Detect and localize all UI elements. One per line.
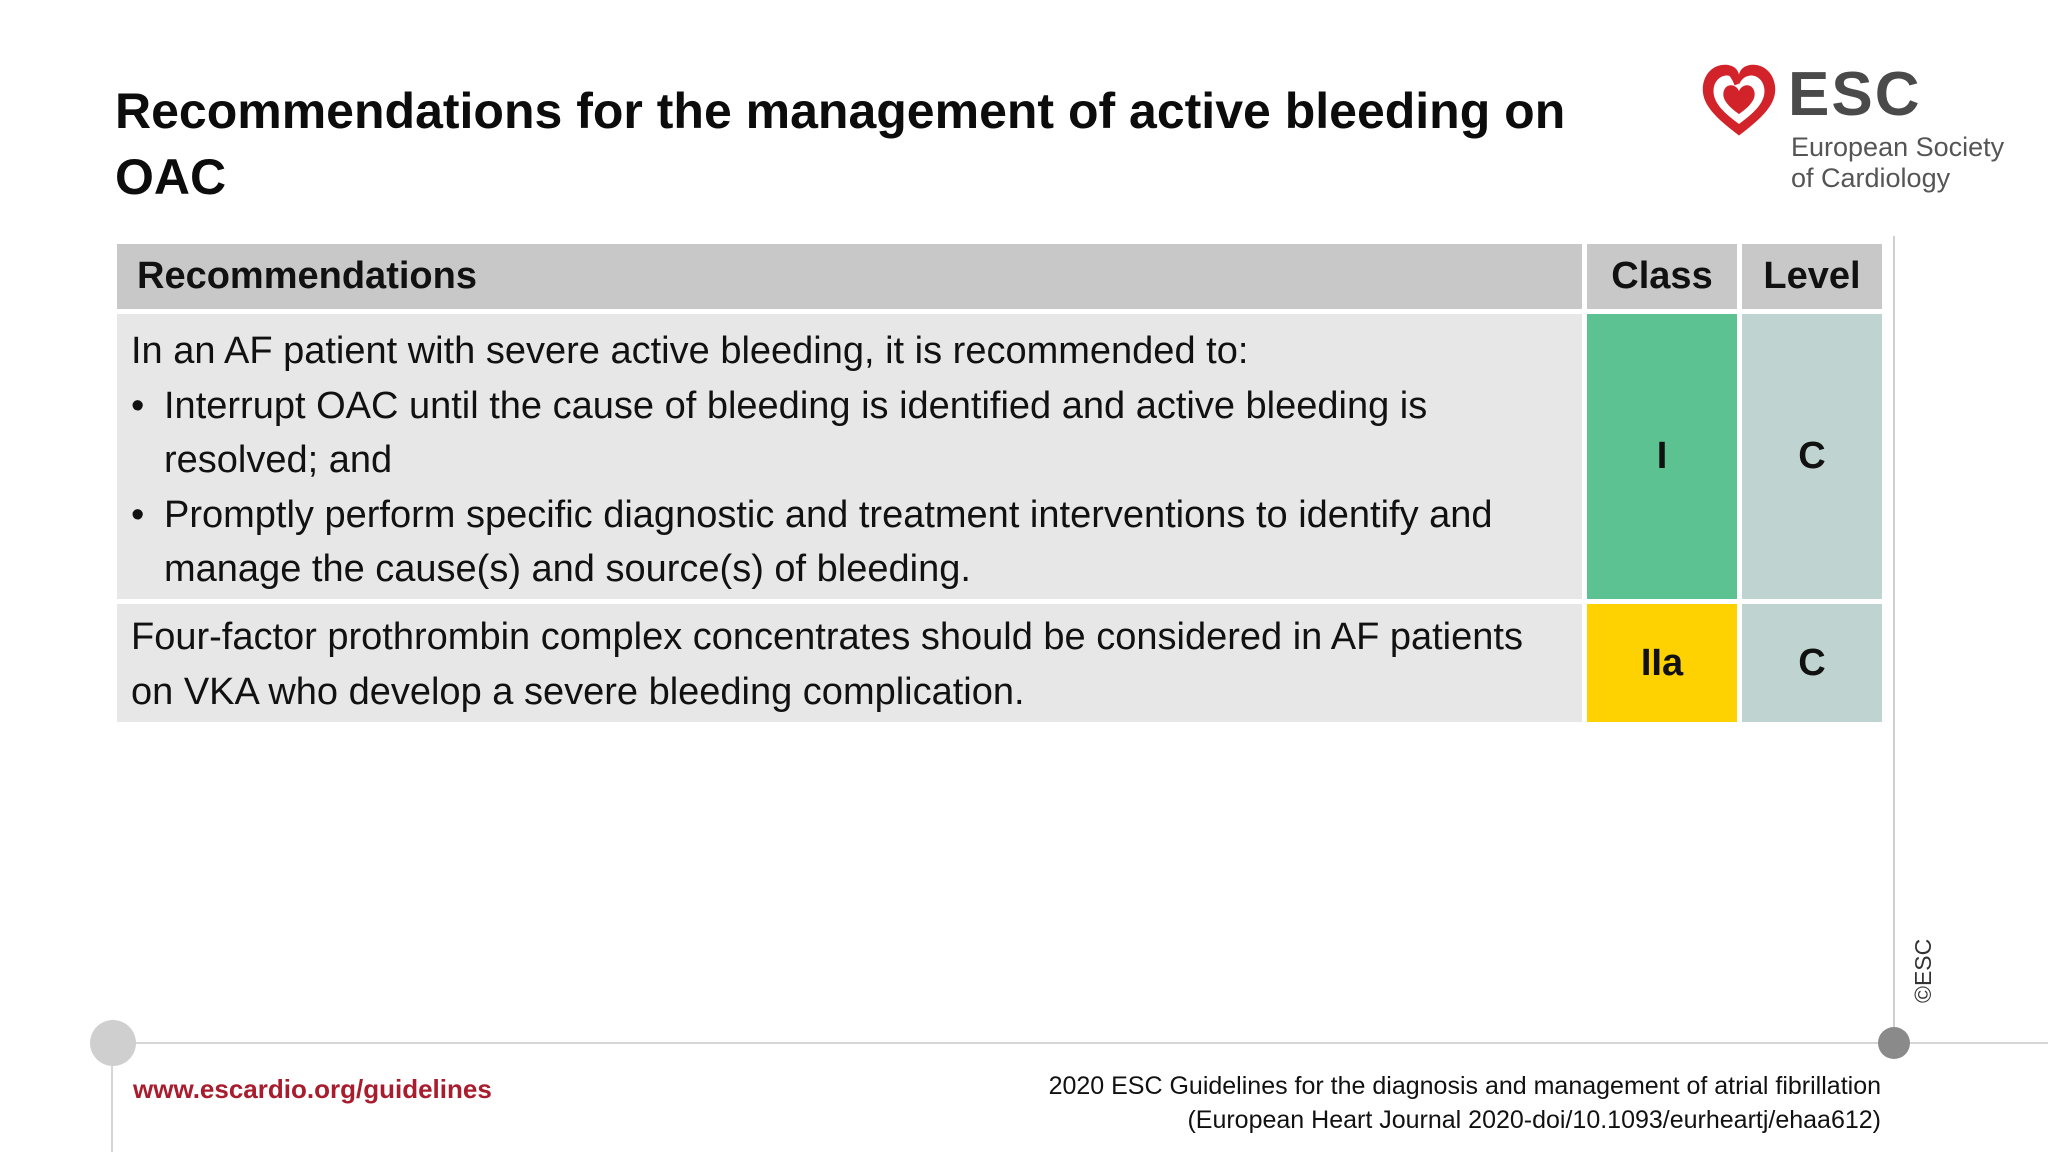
guidelines-link[interactable]: www.escardio.org/guidelines	[133, 1074, 492, 1104]
class-badge-2: IIa	[1587, 604, 1737, 722]
slide-title: Recommendations for the management of active bleeding on OAC	[115, 83, 1566, 205]
level-badge-1: C	[1742, 314, 1882, 599]
bullet-item	[131, 379, 1566, 488]
class-badge-1: I	[1587, 314, 1737, 599]
bullet-item	[131, 488, 1566, 597]
footer-circle-left	[90, 1020, 136, 1066]
heart-icon	[1698, 60, 1780, 142]
bullet-text: Promptly perform specific diagnostic and treatment interventions to identify and manage the cause(s) and source(s) of bleeding.	[164, 493, 1493, 590]
citation-line1: 2020 ESC Guidelines for the diagnosis and management of atrial fibrillation	[1048, 1072, 1881, 1100]
bullet-text: Interrupt OAC until the cause of bleeding is identified and active bleeding is resolved; and	[164, 384, 1428, 481]
copyright-notice: ©ESC	[1910, 938, 1936, 1003]
logo-subtitle	[1791, 132, 2004, 194]
citation	[1049, 1069, 1881, 1137]
esc-logo	[1698, 56, 2028, 196]
header-level: Level	[1742, 244, 1882, 309]
recommendation-2: Four-factor prothrombin complex concentrates should be considered in AF patients on VKA who develop a severe bleeding complication.	[117, 604, 1582, 722]
level-badge-2: C	[1742, 604, 1882, 722]
logo-subtitle-line2: of Cardiology	[1791, 163, 1951, 193]
recommendation-1	[117, 314, 1582, 599]
recommendation-1-intro: In an AF patient with severe active bleeding, it is recommended to:	[131, 330, 1249, 372]
footer-divider	[112, 1042, 2048, 1044]
bullet-icon: •	[131, 493, 145, 536]
recommendations-table	[117, 244, 1882, 722]
logo-wordmark: ESC	[1788, 60, 1922, 129]
logo-subtitle-line1: European Society	[1791, 132, 2005, 162]
citation-line2: (European Heart Journal 2020-doi/10.1093/eurheartj/ehaa612)	[1187, 1106, 1881, 1134]
footer-left-line	[111, 1066, 113, 1152]
right-divider	[1893, 236, 1895, 1036]
footer-circle-right	[1878, 1027, 1910, 1059]
header-class: Class	[1587, 244, 1737, 309]
bullet-icon: •	[131, 384, 145, 427]
header-recommendations: Recommendations	[117, 244, 1582, 309]
